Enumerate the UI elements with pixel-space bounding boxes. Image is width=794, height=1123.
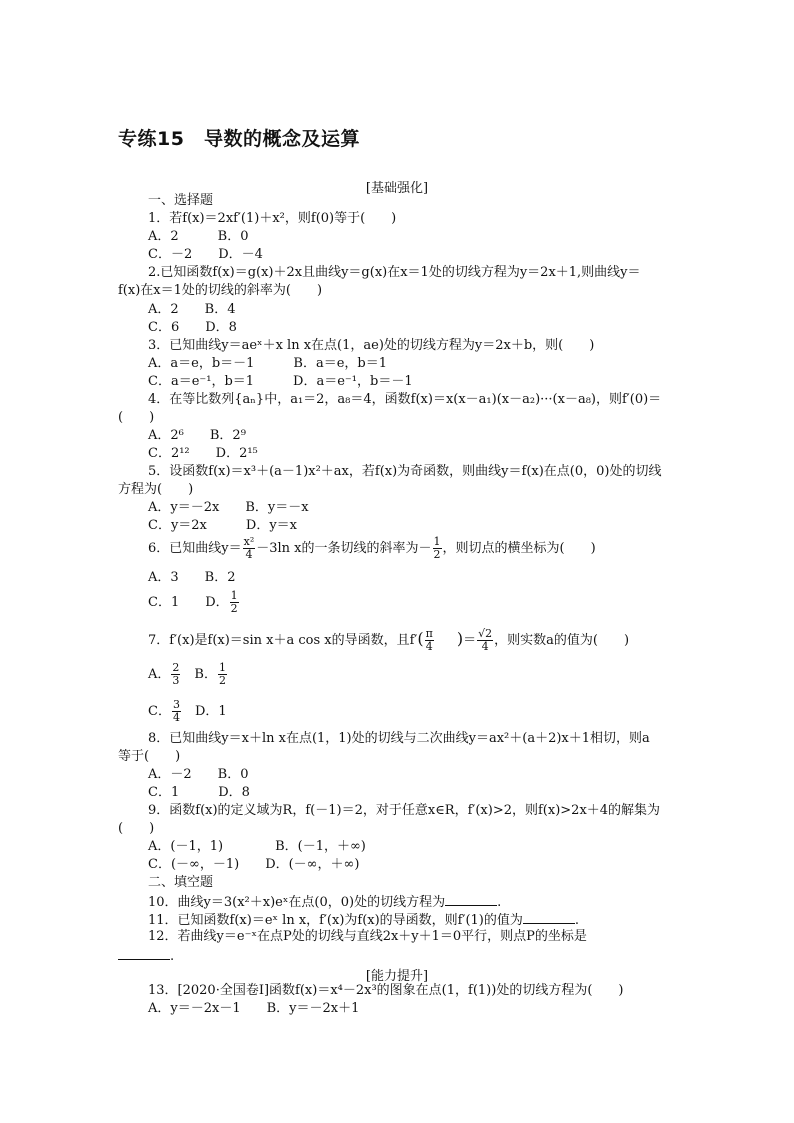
q7-options-ab: A． $\frac{2}{3}$ B． $\frac{1}{2}$ — [148, 661, 226, 687]
q6-fraction-x2-over-4: $\frac{\text{x²}}{4}$ — [243, 535, 255, 561]
q13-options-ab: A．y＝－2x－1 B．y＝－2x＋1 — [148, 1001, 360, 1016]
q7-fraction-sqrt2-over-4: $\frac{√2}{4}$ — [478, 627, 493, 653]
q11-answer-blank[interactable] — [523, 911, 575, 924]
q9-options-ab: A．(－1，1) B．(－1，＋∞) — [148, 839, 366, 854]
question-4-line2: ( ) — [118, 410, 155, 425]
section-basic: [基础强化] — [365, 181, 429, 196]
q7-option-c-fraction: $\frac{3}{4}$ — [172, 698, 180, 724]
question-11: 11．已知函数f(x)＝eˣ ln x，f′(x)为f(x)的导函数，则f′(1)的值为 . — [148, 913, 580, 928]
part-two-heading: 二、填空题 — [148, 875, 214, 890]
question-9-line1: 9．函数f(x)的定义域为R，f(－1)＝2，对于任意x∈R，f′(x)>2，则f(x)>2x＋4的解集为 — [148, 803, 661, 818]
page-title: 专练15 导数的概念及运算 — [118, 128, 360, 150]
q4-options-cd: C．2¹² D．2¹⁵ — [148, 446, 258, 461]
question-9-line2: ( ) — [118, 821, 155, 836]
q3-options-ab: A．a＝e，b＝－1 B．a＝e，b＝1 — [148, 356, 388, 371]
question-2-line2: f(x)在x＝1处的切线的斜率为( ) — [118, 283, 323, 298]
q3-options-cd: C．a＝e⁻¹，b＝1 D．a＝e⁻¹，b＝－1 — [148, 374, 413, 389]
question-3: 3．已知曲线y＝aeˣ＋x ln x在点(1，ae)处的切线方程为y＝2x＋b，则( ) — [148, 338, 595, 353]
question-8-line1: 8．已知曲线y＝x＋ln x在点(1，1)处的切线与二次曲线y＝ax²＋(a＋2)x＋1相切，则a — [148, 731, 650, 746]
question-10: 10．曲线y＝3(x²＋x)eˣ在点(0，0)处的切线方程为 . — [148, 895, 502, 910]
question-5-line1: 5．设函数f(x)＝x³＋(a－1)x²＋ax，若f(x)为奇函数，则曲线y＝f(x)在点(0，0)处的切线 — [148, 464, 662, 479]
q1-options-cd: C．－2 D．－4 — [148, 247, 263, 262]
q6-text-pre: 6．已知曲线y＝ — [148, 541, 242, 556]
q7-fraction-pi-over-4: $\frac{\pi}{4}$ — [425, 627, 433, 653]
question-12: 12．若曲线y＝e⁻ˣ在点P处的切线与直线2x＋y＋1＝0平行，则点P的坐标是 — [148, 929, 587, 944]
q5-options-ab: A．y＝－2x B．y＝－x — [148, 500, 309, 515]
q6-options-cd: C．1 D． $\frac{1}{2}$ — [148, 589, 238, 615]
q7-option-b-fraction: $\frac{1}{2}$ — [218, 661, 226, 687]
q1-options-ab: A．2 B．0 — [148, 229, 249, 244]
q8-options-ab: A．－2 B．0 — [148, 767, 249, 782]
q6-text-mid: －3ln x的一条切线的斜率为－ — [256, 541, 432, 556]
q2-options-ab: A．2 B．4 — [148, 302, 236, 317]
q6-options-ab: A．3 B．2 — [148, 570, 236, 585]
question-12-blank-line: . — [118, 947, 174, 965]
q7-text-post: ，则实数a的值为( ) — [494, 633, 630, 648]
q7-options-cd: C． $\frac{3}{4}$ D．1 — [148, 698, 227, 724]
question-7: 7．f′(x)是f(x)＝sin x＋a cos x的导函数，且f′( $\frac{\pi}{4}$ )＝ $\frac{√2}{4}$ ，则实数a的值为( ) — [148, 627, 630, 653]
part-one-heading: 一、选择题 — [148, 193, 214, 208]
q10-answer-blank[interactable] — [445, 893, 497, 906]
q6-text-post: ，则切点的横坐标为( ) — [442, 541, 596, 556]
q4-options-ab: A．2⁶ B．2⁹ — [148, 428, 246, 443]
q12-answer-blank[interactable] — [118, 947, 170, 960]
question-6 — [148, 536, 596, 562]
question-2-line1: 2.已知函数f(x)＝g(x)＋2x且曲线y＝g(x)在x＝1处的切线方程为y＝2x＋1,则曲线y＝ — [148, 265, 641, 280]
q8-options-cd: C．1 D．8 — [148, 785, 250, 800]
question-1: 1．若f(x)＝2xf′(1)＋x²，则f(0)等于( ) — [148, 211, 397, 226]
question-8-line2: 等于( ) — [118, 749, 181, 764]
question-13: 13．[2020·全国卷Ⅰ]函数f(x)＝x⁴－2x³的图象在点(1，f(1))处的切线方程为( ) — [148, 983, 624, 998]
question-5-line2: 方程为( ) — [118, 482, 194, 497]
q6-option-d-fraction: $\frac{1}{2}$ — [230, 589, 238, 615]
q7-text-pre: 7．f′(x)是f(x)＝sin x＋a cos x的导函数，且f′ — [148, 633, 418, 648]
q2-options-cd: C．6 D．8 — [148, 320, 237, 335]
question-4-line1: 4．在等比数列{aₙ}中，a₁＝2，a₈＝4，函数f(x)＝x(x－a₁)(x－a₂)···(x－a₈)，则f′(0)＝ — [148, 392, 662, 407]
section-ability: [能力提升] — [365, 969, 429, 984]
q5-options-cd: C．y＝2x D．y＝x — [148, 518, 297, 533]
q6-fraction-1-over-2: $\frac{1}{2}$ — [433, 535, 441, 561]
q7-option-a-fraction: $\frac{2}{3}$ — [172, 661, 180, 687]
q9-options-cd: C．(－∞，－1) D．(－∞，＋∞) — [148, 857, 360, 872]
